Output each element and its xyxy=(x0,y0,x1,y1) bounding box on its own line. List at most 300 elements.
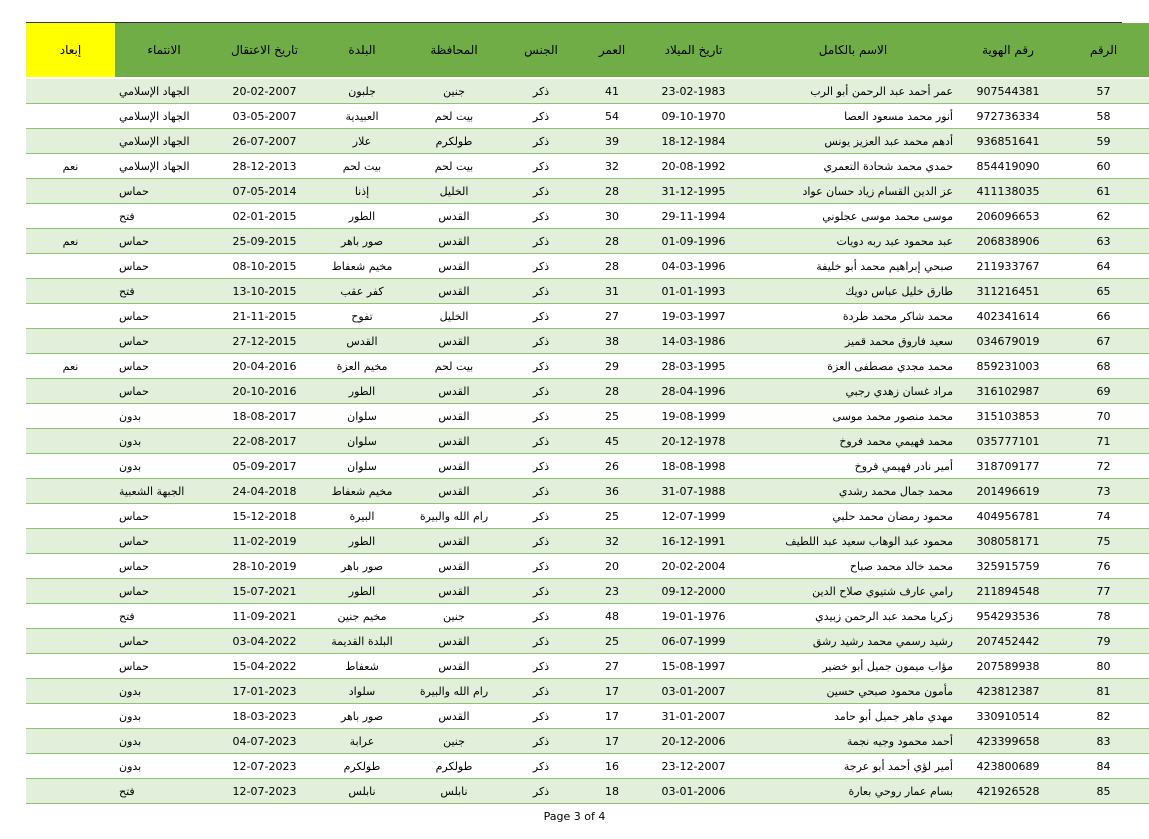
cell-arrest-date: 12-07-2023 xyxy=(213,754,316,779)
cell-full-name: موسى محمد موسى عجلوني xyxy=(745,204,961,229)
cell-full-name: رامي عارف شتيوي صلاح الدين xyxy=(745,579,961,604)
cell-number: 83 xyxy=(1055,729,1149,754)
cell-gender: ذكر xyxy=(500,479,582,504)
cell-town: صور باهر xyxy=(316,554,408,579)
cell-gender: ذكر xyxy=(500,704,582,729)
cell-id-number: 206838906 xyxy=(961,229,1055,254)
cell-full-name: محمد جمال محمد رشدي xyxy=(745,479,961,504)
cell-id-number: 308058171 xyxy=(961,529,1055,554)
cell-id-number: 411138035 xyxy=(961,179,1055,204)
cell-town: سلوان xyxy=(316,454,408,479)
cell-age: 20 xyxy=(582,554,642,579)
cell-full-name: عز الدين القسام زياد حسان عواد xyxy=(745,179,961,204)
cell-birth-date: 20-12-1978 xyxy=(642,429,745,454)
cell-gender: ذكر xyxy=(500,329,582,354)
cell-town: سلوان xyxy=(316,404,408,429)
cell-town: البلدة القديمة xyxy=(316,629,408,654)
cell-full-name: محمود عبد الوهاب سعيد عبد اللطيف xyxy=(745,529,961,554)
cell-governorate: الخليل xyxy=(408,304,500,329)
header-governorate: المحافظة xyxy=(408,23,500,78)
page-number: Page 3 of 4 xyxy=(543,810,606,823)
cell-age: 32 xyxy=(582,154,642,179)
cell-governorate: القدس xyxy=(408,229,500,254)
cell-arrest-date: 15-07-2021 xyxy=(213,579,316,604)
cell-deportation: نعم xyxy=(26,154,115,179)
cell-number: 68 xyxy=(1055,354,1149,379)
cell-affiliation: حماس xyxy=(115,579,213,604)
cell-town: الطور xyxy=(316,379,408,404)
header-full-name: الاسم بالكامل xyxy=(745,23,961,78)
cell-id-number: 034679019 xyxy=(961,329,1055,354)
table-row xyxy=(26,304,1149,329)
cell-gender: ذكر xyxy=(500,279,582,304)
cell-number: 57 xyxy=(1055,78,1149,104)
cell-arrest-date: 18-03-2023 xyxy=(213,704,316,729)
cell-deportation xyxy=(26,729,115,754)
cell-affiliation: فتح xyxy=(115,604,213,629)
cell-town: طولكرم xyxy=(316,754,408,779)
cell-id-number: 316102987 xyxy=(961,379,1055,404)
header-affiliation: الانتماء xyxy=(115,23,213,78)
cell-full-name: زكريا محمد عبد الرحمن زبيدي xyxy=(745,604,961,629)
cell-governorate: جنين xyxy=(408,604,500,629)
table-row xyxy=(26,354,1149,379)
cell-age: 18 xyxy=(582,779,642,804)
cell-town: صور باهر xyxy=(316,704,408,729)
cell-id-number: 972736334 xyxy=(961,104,1055,129)
cell-governorate: القدس xyxy=(408,579,500,604)
header-id-number: رقم الهوية xyxy=(961,23,1055,78)
cell-town: العبيدية xyxy=(316,104,408,129)
cell-id-number: 330910514 xyxy=(961,704,1055,729)
cell-arrest-date: 08-10-2015 xyxy=(213,254,316,279)
cell-affiliation: حماس xyxy=(115,229,213,254)
table-body xyxy=(26,78,1149,804)
cell-governorate: جنين xyxy=(408,729,500,754)
cell-full-name: سعيد فاروق محمد قميز xyxy=(745,329,961,354)
cell-governorate: القدس xyxy=(408,429,500,454)
table-row xyxy=(26,229,1149,254)
cell-governorate: طولكرم xyxy=(408,754,500,779)
cell-deportation xyxy=(26,654,115,679)
cell-gender: ذكر xyxy=(500,729,582,754)
table-row xyxy=(26,129,1149,154)
cell-town: صور باهر xyxy=(316,229,408,254)
cell-age: 25 xyxy=(582,629,642,654)
cell-deportation xyxy=(26,329,115,354)
cell-affiliation: بدون xyxy=(115,729,213,754)
table-row xyxy=(26,429,1149,454)
cell-birth-date: 20-08-1992 xyxy=(642,154,745,179)
cell-gender: ذكر xyxy=(500,529,582,554)
cell-number: 64 xyxy=(1055,254,1149,279)
cell-birth-date: 28-04-1996 xyxy=(642,379,745,404)
cell-id-number: 206096653 xyxy=(961,204,1055,229)
cell-full-name: أمير لؤي أحمد أبو عرجة xyxy=(745,754,961,779)
cell-age: 25 xyxy=(582,504,642,529)
cell-town: عرابة xyxy=(316,729,408,754)
cell-id-number: 404956781 xyxy=(961,504,1055,529)
cell-governorate: بيت لحم xyxy=(408,154,500,179)
cell-arrest-date: 12-07-2023 xyxy=(213,779,316,804)
cell-arrest-date: 20-04-2016 xyxy=(213,354,316,379)
cell-birth-date: 18-12-1984 xyxy=(642,129,745,154)
cell-birth-date: 09-10-1970 xyxy=(642,104,745,129)
cell-id-number: 315103853 xyxy=(961,404,1055,429)
cell-id-number: 954293536 xyxy=(961,604,1055,629)
cell-birth-date: 19-03-1997 xyxy=(642,304,745,329)
cell-governorate: القدس xyxy=(408,454,500,479)
cell-deportation xyxy=(26,279,115,304)
cell-gender: ذكر xyxy=(500,504,582,529)
cell-deportation xyxy=(26,629,115,654)
table-row xyxy=(26,654,1149,679)
cell-full-name: عمر أحمد عبد الرحمن أبو الرب xyxy=(745,78,961,104)
cell-birth-date: 09-12-2000 xyxy=(642,579,745,604)
cell-arrest-date: 17-01-2023 xyxy=(213,679,316,704)
cell-arrest-date: 04-07-2023 xyxy=(213,729,316,754)
cell-affiliation: حماس xyxy=(115,254,213,279)
cell-affiliation: بدون xyxy=(115,454,213,479)
cell-number: 66 xyxy=(1055,304,1149,329)
cell-gender: ذكر xyxy=(500,604,582,629)
cell-number: 58 xyxy=(1055,104,1149,129)
cell-number: 80 xyxy=(1055,654,1149,679)
cell-age: 27 xyxy=(582,654,642,679)
cell-number: 81 xyxy=(1055,679,1149,704)
cell-deportation: نعم xyxy=(26,229,115,254)
cell-gender: ذكر xyxy=(500,754,582,779)
cell-age: 31 xyxy=(582,279,642,304)
cell-birth-date: 23-12-2007 xyxy=(642,754,745,779)
cell-id-number: 311216451 xyxy=(961,279,1055,304)
table-row xyxy=(26,604,1149,629)
cell-gender: ذكر xyxy=(500,129,582,154)
cell-arrest-date: 13-10-2015 xyxy=(213,279,316,304)
cell-governorate: الخليل xyxy=(408,179,500,204)
cell-governorate: القدس xyxy=(408,404,500,429)
cell-governorate: نابلس xyxy=(408,779,500,804)
table-row xyxy=(26,379,1149,404)
table-row xyxy=(26,254,1149,279)
prisoners-table xyxy=(26,23,1149,804)
cell-governorate: القدس xyxy=(408,629,500,654)
cell-gender: ذكر xyxy=(500,654,582,679)
cell-full-name: مهدي ماهر جميل أبو حامد xyxy=(745,704,961,729)
cell-number: 75 xyxy=(1055,529,1149,554)
cell-number: 79 xyxy=(1055,629,1149,654)
cell-age: 45 xyxy=(582,429,642,454)
cell-deportation: نعم xyxy=(26,354,115,379)
cell-age: 28 xyxy=(582,179,642,204)
cell-number: 72 xyxy=(1055,454,1149,479)
cell-age: 28 xyxy=(582,254,642,279)
cell-full-name: محمد خالد محمد صباح xyxy=(745,554,961,579)
cell-age: 41 xyxy=(582,78,642,104)
cell-town: بيت لحم xyxy=(316,154,408,179)
cell-deportation xyxy=(26,704,115,729)
cell-governorate: القدس xyxy=(408,704,500,729)
table-row xyxy=(26,404,1149,429)
cell-deportation xyxy=(26,129,115,154)
cell-affiliation: حماس xyxy=(115,329,213,354)
cell-town: البيرة xyxy=(316,504,408,529)
cell-governorate: القدس xyxy=(408,554,500,579)
cell-age: 26 xyxy=(582,454,642,479)
cell-arrest-date: 20-10-2016 xyxy=(213,379,316,404)
cell-age: 27 xyxy=(582,304,642,329)
cell-affiliation: حماس xyxy=(115,504,213,529)
cell-gender: ذكر xyxy=(500,229,582,254)
cell-full-name: محمد شاكر محمد طردة xyxy=(745,304,961,329)
cell-governorate: رام الله والبيرة xyxy=(408,504,500,529)
cell-gender: ذكر xyxy=(500,579,582,604)
cell-birth-date: 28-03-1995 xyxy=(642,354,745,379)
cell-town: سلوان xyxy=(316,429,408,454)
cell-governorate: القدس xyxy=(408,529,500,554)
cell-full-name: عبد محمود عبد ربه دويات xyxy=(745,229,961,254)
cell-arrest-date: 27-12-2015 xyxy=(213,329,316,354)
cell-birth-date: 01-01-1993 xyxy=(642,279,745,304)
cell-number: 60 xyxy=(1055,154,1149,179)
cell-governorate: القدس xyxy=(408,479,500,504)
header-birth-date: تاريخ الميلاد xyxy=(642,23,745,78)
table-row xyxy=(26,479,1149,504)
cell-gender: ذكر xyxy=(500,379,582,404)
cell-number: 85 xyxy=(1055,779,1149,804)
cell-affiliation: الجهاد الإسلامي xyxy=(115,129,213,154)
cell-number: 70 xyxy=(1055,404,1149,429)
cell-arrest-date: 11-09-2021 xyxy=(213,604,316,629)
cell-id-number: 907544381 xyxy=(961,78,1055,104)
cell-deportation xyxy=(26,529,115,554)
cell-age: 17 xyxy=(582,729,642,754)
cell-governorate: رام الله والبيرة xyxy=(408,679,500,704)
cell-deportation xyxy=(26,254,115,279)
cell-gender: ذكر xyxy=(500,354,582,379)
cell-birth-date: 15-08-1997 xyxy=(642,654,745,679)
cell-town: نابلس xyxy=(316,779,408,804)
cell-id-number: 035777101 xyxy=(961,429,1055,454)
cell-number: 74 xyxy=(1055,504,1149,529)
cell-deportation xyxy=(26,779,115,804)
cell-birth-date: 29-11-1994 xyxy=(642,204,745,229)
cell-town: شعفاط xyxy=(316,654,408,679)
cell-gender: ذكر xyxy=(500,78,582,104)
header-age: العمر xyxy=(582,23,642,78)
header-town: البلدة xyxy=(316,23,408,78)
table-row xyxy=(26,454,1149,479)
cell-town: مخيم شعفاط xyxy=(316,254,408,279)
cell-arrest-date: 07-05-2014 xyxy=(213,179,316,204)
cell-id-number: 859231003 xyxy=(961,354,1055,379)
cell-number: 77 xyxy=(1055,579,1149,604)
cell-full-name: أنور محمد مسعود العصا xyxy=(745,104,961,129)
cell-age: 48 xyxy=(582,604,642,629)
cell-affiliation: حماس xyxy=(115,529,213,554)
cell-deportation xyxy=(26,78,115,104)
cell-age: 54 xyxy=(582,104,642,129)
cell-deportation xyxy=(26,754,115,779)
cell-number: 65 xyxy=(1055,279,1149,304)
cell-birth-date: 31-12-1995 xyxy=(642,179,745,204)
cell-number: 71 xyxy=(1055,429,1149,454)
cell-town: سلواد xyxy=(316,679,408,704)
cell-age: 28 xyxy=(582,379,642,404)
cell-deportation xyxy=(26,554,115,579)
cell-age: 23 xyxy=(582,579,642,604)
cell-deportation xyxy=(26,679,115,704)
cell-governorate: القدس xyxy=(408,254,500,279)
cell-affiliation: حماس xyxy=(115,354,213,379)
table-header-row xyxy=(26,23,1149,78)
cell-arrest-date: 24-04-2018 xyxy=(213,479,316,504)
cell-gender: ذكر xyxy=(500,554,582,579)
cell-age: 17 xyxy=(582,704,642,729)
cell-affiliation: حماس xyxy=(115,179,213,204)
cell-gender: ذكر xyxy=(500,104,582,129)
cell-affiliation: فتح xyxy=(115,204,213,229)
cell-deportation xyxy=(26,104,115,129)
cell-governorate: بيت لحم xyxy=(408,104,500,129)
cell-governorate: بيت لحم xyxy=(408,354,500,379)
cell-affiliation: فتح xyxy=(115,779,213,804)
cell-number: 67 xyxy=(1055,329,1149,354)
cell-governorate: القدس xyxy=(408,329,500,354)
cell-deportation xyxy=(26,479,115,504)
table-row xyxy=(26,729,1149,754)
cell-birth-date: 19-01-1976 xyxy=(642,604,745,629)
cell-id-number: 325915759 xyxy=(961,554,1055,579)
cell-full-name: بسام عمار روحي بعارة xyxy=(745,779,961,804)
cell-age: 30 xyxy=(582,204,642,229)
cell-id-number: 201496619 xyxy=(961,479,1055,504)
cell-gender: ذكر xyxy=(500,629,582,654)
cell-number: 73 xyxy=(1055,479,1149,504)
cell-number: 61 xyxy=(1055,179,1149,204)
cell-birth-date: 19-08-1999 xyxy=(642,404,745,429)
cell-arrest-date: 15-04-2022 xyxy=(213,654,316,679)
cell-deportation xyxy=(26,304,115,329)
cell-id-number: 423812387 xyxy=(961,679,1055,704)
cell-full-name: مؤاب ميمون جميل أبو خضير xyxy=(745,654,961,679)
cell-id-number: 854419090 xyxy=(961,154,1055,179)
cell-number: 82 xyxy=(1055,704,1149,729)
cell-affiliation: بدون xyxy=(115,404,213,429)
cell-number: 63 xyxy=(1055,229,1149,254)
cell-age: 17 xyxy=(582,679,642,704)
cell-birth-date: 20-12-2006 xyxy=(642,729,745,754)
cell-id-number: 211933767 xyxy=(961,254,1055,279)
cell-birth-date: 03-01-2006 xyxy=(642,779,745,804)
cell-deportation xyxy=(26,429,115,454)
cell-governorate: القدس xyxy=(408,379,500,404)
cell-deportation xyxy=(26,604,115,629)
cell-affiliation: بدون xyxy=(115,754,213,779)
cell-birth-date: 18-08-1998 xyxy=(642,454,745,479)
cell-town: كفر عقب xyxy=(316,279,408,304)
cell-age: 29 xyxy=(582,354,642,379)
table-row xyxy=(26,78,1149,104)
cell-number: 62 xyxy=(1055,204,1149,229)
cell-arrest-date: 22-08-2017 xyxy=(213,429,316,454)
cell-gender: ذكر xyxy=(500,404,582,429)
table-row xyxy=(26,529,1149,554)
cell-arrest-date: 03-04-2022 xyxy=(213,629,316,654)
cell-full-name: صبحي إبراهيم محمد أبو خليفة xyxy=(745,254,961,279)
cell-age: 32 xyxy=(582,529,642,554)
table-row xyxy=(26,579,1149,604)
header-number: الرقم xyxy=(1055,23,1149,78)
table-row xyxy=(26,754,1149,779)
cell-town: القدس xyxy=(316,329,408,354)
cell-deportation xyxy=(26,579,115,604)
cell-birth-date: 31-07-1988 xyxy=(642,479,745,504)
cell-id-number: 207589938 xyxy=(961,654,1055,679)
cell-full-name: حمدي محمد شحادة التعمري xyxy=(745,154,961,179)
table-row xyxy=(26,629,1149,654)
header-gender: الجنس xyxy=(500,23,582,78)
cell-gender: ذكر xyxy=(500,254,582,279)
table-row xyxy=(26,704,1149,729)
cell-id-number: 421926528 xyxy=(961,779,1055,804)
cell-arrest-date: 20-02-2007 xyxy=(213,78,316,104)
cell-gender: ذكر xyxy=(500,204,582,229)
cell-id-number: 423399658 xyxy=(961,729,1055,754)
cell-affiliation: بدون xyxy=(115,679,213,704)
table-row xyxy=(26,504,1149,529)
cell-full-name: طارق خليل عباس دويك xyxy=(745,279,961,304)
cell-full-name: أمير نادر فهيمي فروخ xyxy=(745,454,961,479)
cell-number: 78 xyxy=(1055,604,1149,629)
cell-birth-date: 16-12-1991 xyxy=(642,529,745,554)
cell-arrest-date: 05-09-2017 xyxy=(213,454,316,479)
header-arrest-date: تاريخ الاعتقال xyxy=(213,23,316,78)
table-row xyxy=(26,679,1149,704)
cell-number: 59 xyxy=(1055,129,1149,154)
cell-id-number: 423800689 xyxy=(961,754,1055,779)
cell-gender: ذكر xyxy=(500,304,582,329)
cell-gender: ذكر xyxy=(500,454,582,479)
cell-birth-date: 12-07-1999 xyxy=(642,504,745,529)
cell-gender: ذكر xyxy=(500,779,582,804)
cell-affiliation: الجهاد الإسلامي xyxy=(115,104,213,129)
cell-birth-date: 01-09-1996 xyxy=(642,229,745,254)
cell-id-number: 402341614 xyxy=(961,304,1055,329)
cell-age: 25 xyxy=(582,404,642,429)
cell-id-number: 936851641 xyxy=(961,129,1055,154)
cell-affiliation: الجهاد الإسلامي xyxy=(115,154,213,179)
cell-full-name: أحمد محمود وجيه نجمة xyxy=(745,729,961,754)
table-row xyxy=(26,104,1149,129)
cell-age: 39 xyxy=(582,129,642,154)
cell-town: الطور xyxy=(316,579,408,604)
cell-arrest-date: 28-12-2013 xyxy=(213,154,316,179)
cell-birth-date: 04-03-1996 xyxy=(642,254,745,279)
cell-number: 69 xyxy=(1055,379,1149,404)
cell-town: جلبون xyxy=(316,78,408,104)
cell-town: تفوح xyxy=(316,304,408,329)
cell-town: مخيم جنين xyxy=(316,604,408,629)
cell-full-name: محمد مجدي مصطفى العزة xyxy=(745,354,961,379)
cell-full-name: رشيد رسمي محمد رشيد رشق xyxy=(745,629,961,654)
cell-deportation xyxy=(26,379,115,404)
cell-governorate: طولكرم xyxy=(408,129,500,154)
cell-deportation xyxy=(26,204,115,229)
cell-birth-date: 14-03-1986 xyxy=(642,329,745,354)
cell-governorate: القدس xyxy=(408,204,500,229)
cell-affiliation: حماس xyxy=(115,304,213,329)
